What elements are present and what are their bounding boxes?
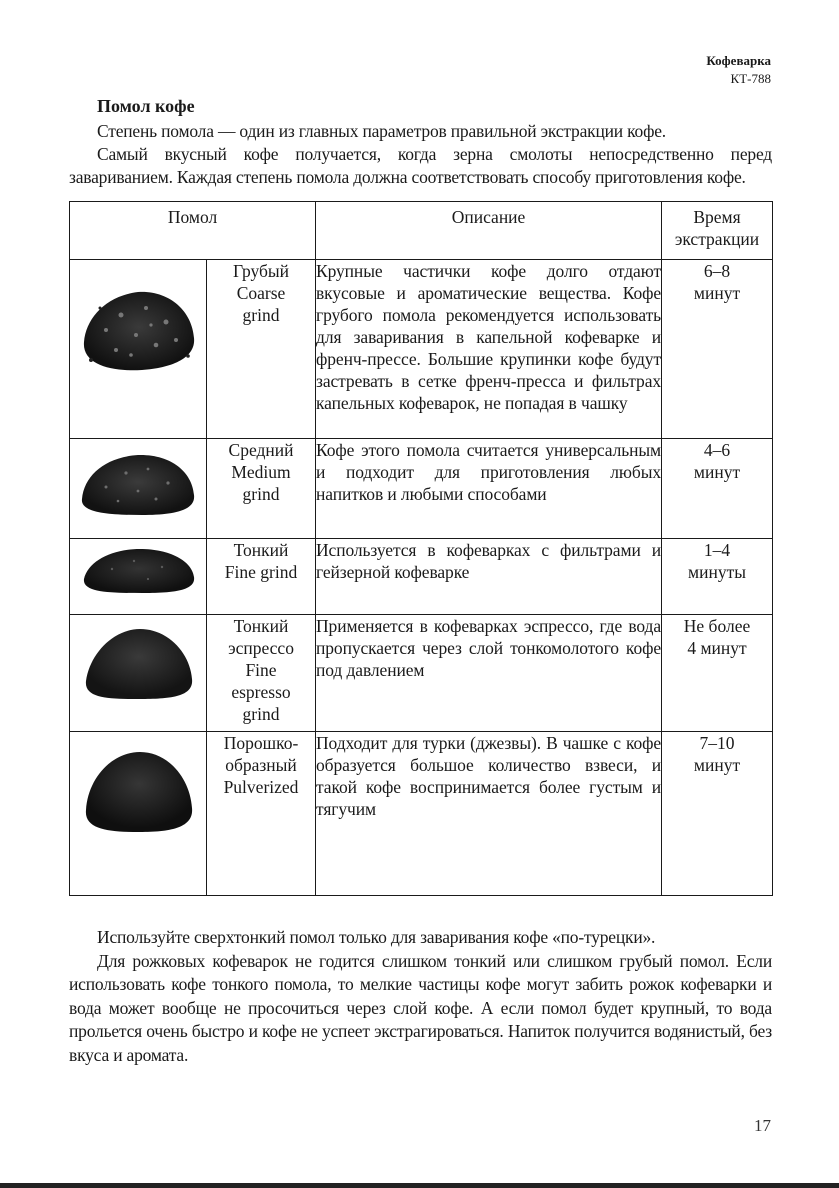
grind-description: Подходит для турки (джезвы). В чашке с кофе образуется большое количество взвеси, и такой кофе воспринимается более густым и тягучим [316,732,662,896]
extraction-time-line: 7–10 [699,733,735,753]
grind-name-line: Грубый [232,261,290,281]
extraction-time-line: 4 минут [687,638,747,658]
grind-name-line: grind [242,305,280,325]
header-time-line: экстракции [674,229,760,249]
grind-name-line: Fine [245,660,277,680]
extraction-time-line: 4–6 [703,440,731,460]
extraction-time-line: 6–8 [703,261,731,281]
coffee-pile-icon [78,732,198,842]
header-description: Описание [316,202,662,260]
table-row [70,260,773,439]
medium-grind-image [70,439,207,539]
extraction-time-line: минуты [688,562,746,582]
coffee-pile-icon [78,615,198,705]
outro-text [69,926,772,1067]
intro-text [69,120,772,189]
grind-description: Крупные частички кофе долго отдают вкусовые и ароматические вещества. Кофе грубого помола рекомендуется использовать для заваривания в капельной кофеварке и френч-прессе. Большие крупинки кофе будут застревать в сетке френч-пресса и фильтрах капельных кофеварок, не попадая в чашку [316,260,662,439]
extraction-time-line: минут [693,462,741,482]
page-header [706,52,771,88]
coffee-pile-icon [76,439,201,521]
grind-name-line: grind [242,704,280,724]
grind-name [207,615,316,732]
grind-description: Кофе этого помола считается универсальным и подходит для приготовления любых напитков и любыми способами [316,439,662,539]
grind-name-line: образный [225,755,297,775]
grind-name-line: Medium [231,462,291,482]
header-grind: Помол [70,202,316,260]
grind-name-line: Fine grind [224,562,298,582]
outro-paragraph: Для рожковых кофеварок не годится слишком тонкий или слишком грубый помол. Если использовать кофе тонкого помола, то мелкие частицы кофе могут забить рожок кофеварки и вода может вообще не просочиться через слой кофе. А если помол будет крупный, то вода прольется очень быстро и кофе не успеет экстрагироваться. Напиток получится водянистый, без вкуса и аромата. [69,950,772,1065]
grind-name-line: Средний [228,440,294,460]
grind-name [207,539,316,615]
grind-name [207,732,316,896]
extraction-time-line: минут [693,283,741,303]
coarse-grind-image [70,260,207,439]
header-time [662,202,773,260]
extraction-time [662,260,773,439]
coffee-pile-icon [78,539,198,599]
header-model: КТ-788 [730,71,771,86]
section-title: Помол кофе [97,96,195,116]
page-bottom-border [0,1183,839,1188]
grind-name-line: эспрессо [228,638,294,658]
intro-paragraph: Самый вкусный кофе получается, когда зерна смолоты непосредственно перед завариванием. Каждая степень помола должна соответствовать способу приготовления кофе. [69,144,772,187]
pulverized-grind-image [70,732,207,896]
grind-name-line: Порошко- [223,733,299,753]
page-number: 17 [754,1116,771,1135]
table-row [70,439,773,539]
extraction-time-line: Не более [683,616,751,636]
table-row [70,615,773,732]
extraction-time-line: 1–4 [703,540,731,560]
grind-name-line: Тонкий [233,616,289,636]
outro-paragraph: Используйте сверхтонкий помол только для заваривания кофе «по-турецки». [97,927,656,947]
grind-name-line: espresso [231,682,291,702]
extraction-time [662,732,773,896]
extraction-time [662,615,773,732]
extraction-time [662,439,773,539]
table-row [70,732,773,896]
fine-espresso-grind-image [70,615,207,732]
table-header-row [70,202,773,260]
header-time-line: Время [693,207,741,227]
grind-name [207,260,316,439]
grind-name-line: Тонкий [233,540,289,560]
grind-name-line: Coarse [236,283,286,303]
grind-name-line: Pulverized [223,777,299,797]
grind-name [207,439,316,539]
table-row [70,539,773,615]
grind-name-line: grind [242,484,280,504]
header-product: Кофеварка [706,53,771,68]
grind-table [69,201,773,896]
grind-description: Используется в кофеварках с фильтрами и гейзерной кофеварке [316,539,662,615]
fine-grind-image [70,539,207,615]
coffee-pile-icon [76,260,201,390]
grind-description: Применяется в кофеварках эспрессо, где вода пропускается через слой тонкомолотого кофе под давлением [316,615,662,732]
intro-paragraph: Степень помола — один из главных параметров правильной экстракции кофе. [97,121,666,141]
extraction-time-line: минут [693,755,741,775]
extraction-time [662,539,773,615]
